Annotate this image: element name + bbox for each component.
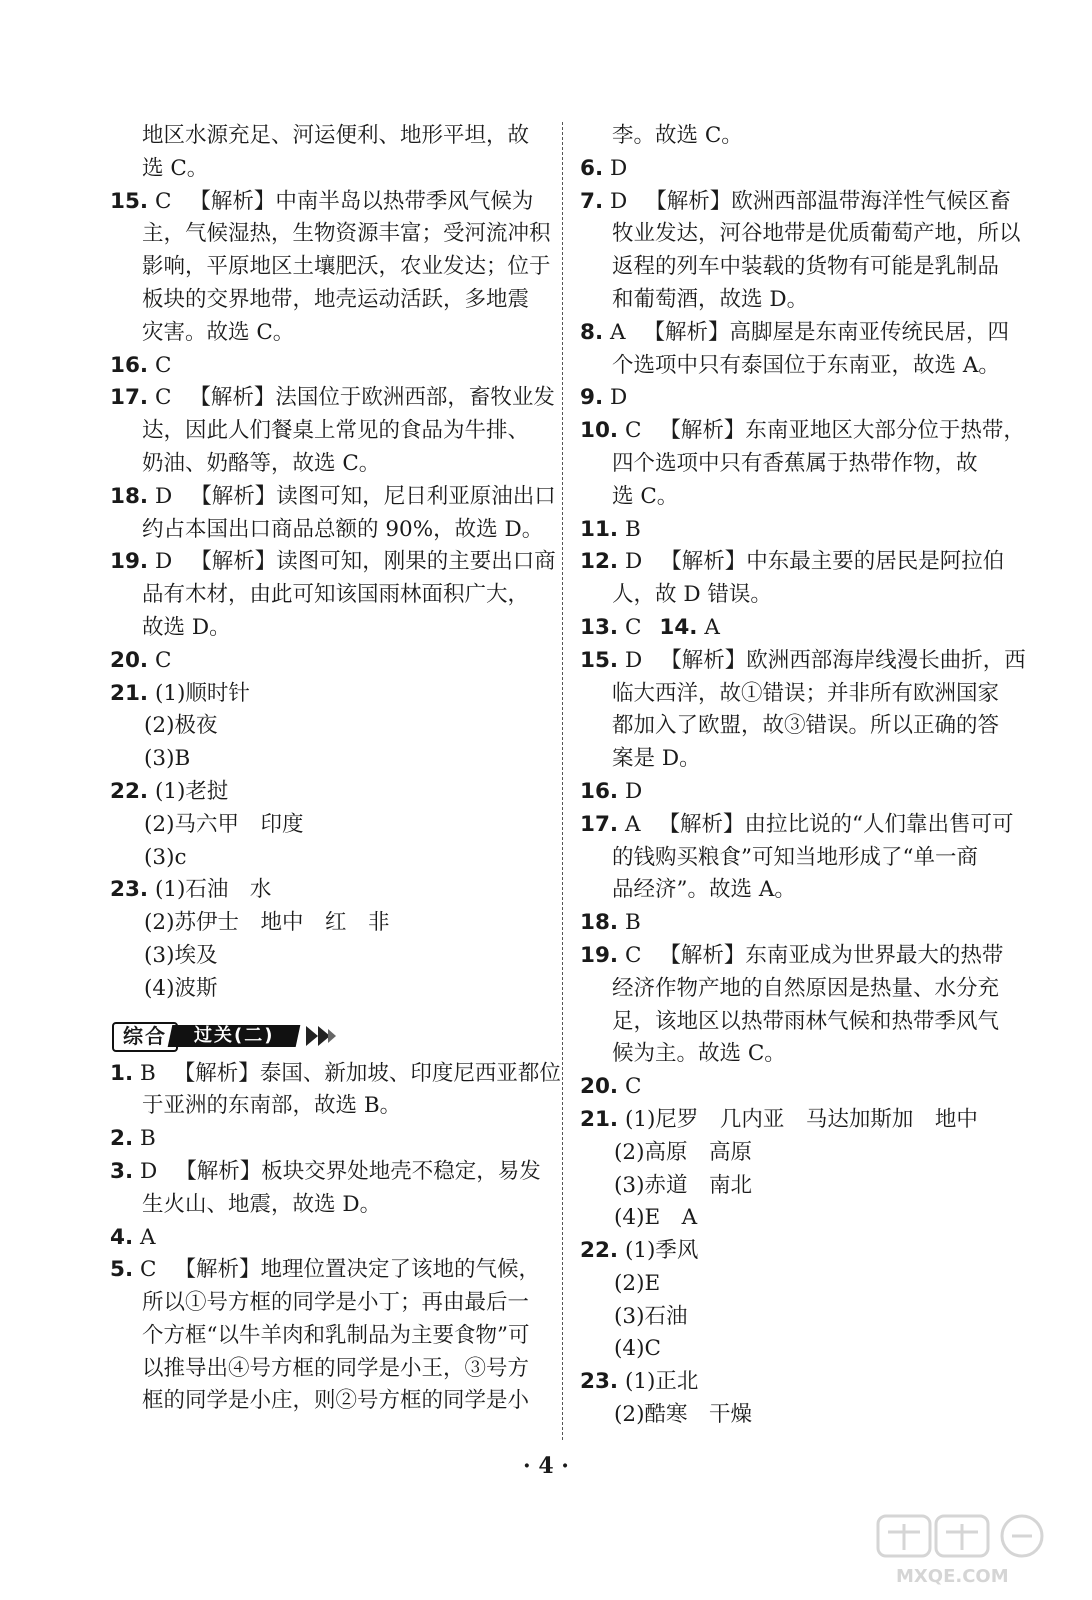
answer-value: C bbox=[624, 418, 642, 444]
right-column bbox=[580, 120, 1026, 1432]
answer-value: D bbox=[609, 188, 628, 214]
svg-text:MXQE.COM: MXQE.COM bbox=[896, 1566, 1009, 1587]
question-number: 23. bbox=[580, 1369, 619, 1395]
answer-item bbox=[110, 1123, 542, 1156]
question-number: 2. bbox=[110, 1126, 134, 1152]
analysis-tag: 【解析】 bbox=[189, 188, 276, 214]
answer-item bbox=[110, 678, 542, 711]
answer-sub-line: (2)极夜 bbox=[144, 713, 218, 739]
answer-item bbox=[580, 153, 1015, 186]
analysis-text: 东南亚地区大部分位于热带， bbox=[745, 418, 1025, 444]
answer-continuation-line: 的钱购买粮食”可知当地形成了“单一商 bbox=[612, 844, 978, 870]
answer-sub-line: (3)B bbox=[144, 746, 191, 772]
analysis-text: 高脚屋是东南亚传统民居，四 bbox=[729, 319, 1010, 345]
answer-value: (1)季风 bbox=[624, 1238, 699, 1264]
answer-continuation-line: 个选项中只有泰国位于东南亚，故选 A。 bbox=[612, 352, 1000, 378]
answer-continuation-line: 都加入了欧盟，故③错误。所以正确的答 bbox=[612, 713, 1000, 739]
answer-continuation-line: 故选 D。 bbox=[142, 614, 231, 640]
question-number: 17. bbox=[110, 385, 149, 411]
answer-continuation-line: 板块的交界地带，地壳运动活跃，多地震 bbox=[142, 286, 530, 312]
answer-value: B bbox=[139, 1126, 156, 1152]
question-number: 15. bbox=[580, 647, 619, 673]
page-number bbox=[0, 1453, 1092, 1479]
analysis-tag: 【解析】 bbox=[175, 1158, 262, 1184]
question-number: 16. bbox=[110, 352, 149, 378]
answer-sub-line: (2)酷寒 干燥 bbox=[614, 1402, 752, 1428]
answer-continuation-line: 主，气候湿热，生物资源丰富；受河流冲积 bbox=[142, 221, 551, 247]
question-number: 20. bbox=[110, 647, 149, 673]
answer-continuation-line: 候为主。故选 C。 bbox=[612, 1041, 786, 1067]
answer-value: C bbox=[139, 1257, 157, 1283]
answer-value: B bbox=[139, 1060, 156, 1086]
question-number: 21. bbox=[110, 680, 149, 706]
answer-continuation-line: 足，该地区以热带雨林气候和热带季风气 bbox=[612, 1008, 1000, 1034]
section-label-main: 综合 bbox=[112, 1022, 178, 1052]
answer-item bbox=[110, 186, 542, 219]
question-number: 18. bbox=[110, 483, 149, 509]
question-number: 4. bbox=[110, 1224, 134, 1250]
answer-value: C bbox=[624, 614, 642, 640]
page-number-text: · 4 · bbox=[523, 1453, 569, 1479]
answer-continuation-line: 返程的列车中装载的货物有可能是乳制品 bbox=[612, 254, 1000, 280]
answer-continuation-line: 奶油、奶酪等，故选 C。 bbox=[142, 450, 381, 476]
answer-item bbox=[580, 1366, 1015, 1399]
answer-continuation-line: 达，因此人们餐桌上常见的食品为牛排、 bbox=[142, 418, 530, 444]
answer-continuation-line: 李。故选 C。 bbox=[612, 123, 743, 148]
question-number: 7. bbox=[580, 188, 604, 214]
answer-item bbox=[110, 1222, 542, 1255]
answer-continuation-line: 生火山、地震，故选 D。 bbox=[142, 1191, 382, 1217]
answer-continuation-line: 所以①号方框的同学是小丁；再由最后一 bbox=[142, 1290, 530, 1316]
analysis-tag: 【解析】 bbox=[643, 319, 730, 345]
question-number: 9. bbox=[580, 385, 604, 411]
answer-sub-line: (4)C bbox=[614, 1336, 661, 1362]
answer-value: (1)老挝 bbox=[154, 778, 229, 804]
answer-continuation-line: 以推导出④号方框的同学是小王，③号方 bbox=[142, 1355, 530, 1381]
left-answers-part2 bbox=[110, 1058, 561, 1419]
answer-item bbox=[110, 645, 542, 678]
answer-item bbox=[580, 382, 1015, 415]
question-number: 5. bbox=[110, 1257, 134, 1283]
watermark-logo bbox=[876, 1512, 1076, 1588]
question-number: 8. bbox=[580, 319, 604, 345]
answer-continuation-line: 个方框“以牛羊肉和乳制品为主要食物”可 bbox=[142, 1322, 530, 1348]
answer-sub-line: (2)苏伊士 地中 红 非 bbox=[144, 910, 390, 936]
column-divider bbox=[562, 122, 563, 1440]
answer-value: B bbox=[624, 516, 641, 542]
question-number: 22. bbox=[110, 778, 149, 804]
answer-value: B bbox=[624, 910, 641, 936]
answer-item bbox=[580, 809, 1015, 842]
answer-continuation-line: 于亚洲的东南部，故选 B。 bbox=[142, 1093, 402, 1119]
answer-value: D bbox=[624, 647, 643, 673]
answer-value: D bbox=[609, 155, 628, 181]
answer-item bbox=[580, 907, 1015, 940]
analysis-tag: 【解析】 bbox=[659, 418, 746, 444]
analysis-tag: 【解析】 bbox=[190, 483, 277, 509]
answer-item bbox=[580, 776, 1015, 809]
answer-item bbox=[580, 1104, 1015, 1137]
answer-item bbox=[110, 776, 542, 809]
analysis-tag: 【解析】 bbox=[174, 1257, 261, 1283]
answer-sub-line: (2)高原 高原 bbox=[614, 1139, 752, 1165]
analysis-tag: 【解析】 bbox=[658, 811, 745, 837]
answer-value: C bbox=[154, 385, 172, 411]
answer-value: D bbox=[624, 549, 643, 575]
answer-continuation-line: 品经济”。故选 A。 bbox=[612, 877, 796, 903]
answer-value: C bbox=[624, 942, 642, 968]
answer-sub-line: (2)E bbox=[614, 1270, 661, 1296]
section-label-sub bbox=[168, 1025, 301, 1047]
answer-item bbox=[110, 1058, 561, 1091]
analysis-tag: 【解析】 bbox=[645, 188, 732, 214]
answer-continuation-line: 灾害。故选 C。 bbox=[142, 319, 295, 345]
answer-sub-line: (2)马六甲 印度 bbox=[144, 811, 304, 837]
question-number: 11. bbox=[580, 516, 619, 542]
analysis-tag: 【解析】 bbox=[660, 549, 747, 575]
answer-value: C bbox=[154, 647, 172, 673]
answer-value: D bbox=[609, 385, 628, 411]
question-number: 22. bbox=[580, 1238, 619, 1264]
answer-item bbox=[110, 546, 556, 579]
answer-value: A bbox=[139, 1224, 156, 1250]
left-column bbox=[110, 120, 561, 1418]
analysis-text: 读图可知，尼日利亚原油出口 bbox=[276, 483, 556, 509]
answer-continuation-line: 人，故 D 错误。 bbox=[612, 582, 772, 608]
answer-continuation-line: 框的同学是小庄，则②号方框的同学是小 bbox=[142, 1388, 530, 1414]
answer-continuation-line: 品有木材，由此可知该国雨林面积广大， bbox=[142, 582, 530, 608]
analysis-text: 东南亚成为世界最大的热带 bbox=[745, 942, 1004, 968]
answer-item bbox=[580, 415, 1025, 448]
question-number: 16. bbox=[580, 778, 619, 804]
section-banner-box bbox=[112, 1022, 332, 1048]
answer-item bbox=[580, 546, 1015, 579]
left-answers-part1 bbox=[110, 120, 556, 1006]
analysis-text: 中东最主要的居民是阿拉伯 bbox=[746, 549, 1005, 575]
answer-sub-line: (4)波斯 bbox=[144, 975, 218, 1001]
answer-item bbox=[110, 874, 542, 907]
answer-continuation-line: 选 C。 bbox=[142, 155, 209, 181]
analysis-tag: 【解析】 bbox=[190, 549, 277, 575]
analysis-text: 板块交界处地壳不稳定，易发 bbox=[261, 1158, 541, 1184]
right-answers bbox=[580, 120, 1026, 1432]
answer-value: C bbox=[154, 352, 172, 378]
question-number: 15. bbox=[110, 188, 149, 214]
analysis-text: 欧洲西部海岸线漫长曲折，西 bbox=[746, 647, 1026, 673]
answer-item bbox=[110, 1254, 542, 1287]
answer-item bbox=[580, 514, 1015, 547]
question-number: 21. bbox=[580, 1106, 619, 1132]
answer-value: A bbox=[704, 614, 720, 640]
answer-sub-line: (3)石油 bbox=[614, 1303, 688, 1329]
answer-continuation-line: 地区水源充足、河运便利、地形平坦，故 bbox=[142, 123, 530, 148]
analysis-text: 由拉比说的“人们靠出售可可 bbox=[744, 811, 1014, 837]
answer-item bbox=[580, 645, 1026, 678]
answer-value: (1)顺时针 bbox=[154, 680, 250, 706]
answer-continuation-line: 影响，平原地区土壤肥沃，农业发达；位于 bbox=[142, 254, 551, 280]
answer-value: (1)石油 水 bbox=[154, 877, 272, 903]
answer-item bbox=[580, 186, 1015, 219]
section-banner bbox=[110, 1016, 542, 1056]
analysis-text: 法国位于欧洲西部，畜牧业发 bbox=[275, 385, 555, 411]
question-number: 6. bbox=[580, 155, 604, 181]
answer-item bbox=[580, 1071, 1015, 1104]
question-number: 18. bbox=[580, 910, 619, 936]
answer-continuation-line: 经济作物产地的自然原因是热量、水分充 bbox=[612, 975, 1000, 1001]
answer-continuation-line: 和葡萄酒，故选 D。 bbox=[612, 286, 809, 312]
answer-item bbox=[110, 382, 555, 415]
answer-item bbox=[110, 1156, 542, 1189]
answer-continuation-line: 约占本国出口商品总额的 90%，故选 D。 bbox=[142, 516, 544, 542]
answer-sub-line: (3)埃及 bbox=[144, 942, 218, 968]
question-number: 19. bbox=[580, 942, 619, 968]
answer-continuation-line: 案是 D。 bbox=[612, 746, 701, 772]
answer-value: A bbox=[609, 319, 626, 345]
answer-value: A bbox=[624, 811, 641, 837]
answer-item bbox=[580, 1235, 1015, 1268]
analysis-tag: 【解析】 bbox=[660, 647, 747, 673]
answer-value: D bbox=[139, 1158, 158, 1184]
question-number: 19. bbox=[110, 549, 149, 575]
answer-sub-line: (3)c bbox=[144, 844, 187, 870]
answer-value: D bbox=[624, 778, 643, 804]
double-arrow-icon bbox=[304, 1024, 338, 1048]
question-number: 14. bbox=[659, 614, 698, 640]
question-number: 23. bbox=[110, 877, 149, 903]
question-number: 3. bbox=[110, 1158, 134, 1184]
answer-sub-line: (4)E A bbox=[614, 1205, 698, 1231]
question-number: 12. bbox=[580, 549, 619, 575]
analysis-tag: 【解析】 bbox=[173, 1060, 260, 1086]
answer-item bbox=[580, 940, 1015, 973]
question-number: 10. bbox=[580, 418, 619, 444]
section-label-sub-text: 过关(二) bbox=[193, 1024, 275, 1046]
answer-value: (1)尼罗 几内亚 马达加斯加 地中 bbox=[624, 1106, 978, 1132]
answer-value: D bbox=[154, 483, 173, 509]
answer-continuation-line: 临大西洋，故①错误；并非所有欧洲国家 bbox=[612, 680, 1000, 706]
answer-value: (1)正北 bbox=[624, 1369, 699, 1395]
analysis-text: 泰国、新加坡、印度尼西亚都位 bbox=[259, 1060, 561, 1086]
analysis-text: 欧洲西部温带海洋性气候区畜 bbox=[731, 188, 1011, 214]
question-number: 17. bbox=[580, 811, 619, 837]
answer-sub-line: (3)赤道 南北 bbox=[614, 1172, 752, 1198]
analysis-text: 读图可知，刚果的主要出口商 bbox=[276, 549, 556, 575]
analysis-text: 地理位置决定了该地的气候， bbox=[260, 1257, 540, 1283]
answer-value: C bbox=[624, 1074, 642, 1100]
answer-value: D bbox=[154, 549, 173, 575]
question-number: 20. bbox=[580, 1074, 619, 1100]
analysis-tag: 【解析】 bbox=[189, 385, 276, 411]
analysis-tag: 【解析】 bbox=[659, 942, 746, 968]
answer-item-pair bbox=[580, 612, 1015, 645]
answer-continuation-line: 四个选项中只有香蕉属于热带作物，故 bbox=[612, 450, 978, 476]
analysis-text: 中南半岛以热带季风气候为 bbox=[275, 188, 534, 214]
answer-item bbox=[580, 317, 1015, 350]
answer-item bbox=[110, 350, 542, 383]
answer-continuation-line: 牧业发达，河谷地带是优质葡萄产地，所以 bbox=[612, 221, 1021, 247]
question-number: 13. bbox=[580, 614, 619, 640]
question-number: 1. bbox=[110, 1060, 134, 1086]
answer-continuation-line: 选 C。 bbox=[612, 483, 679, 509]
answer-value: C bbox=[154, 188, 172, 214]
answer-item bbox=[110, 481, 556, 514]
